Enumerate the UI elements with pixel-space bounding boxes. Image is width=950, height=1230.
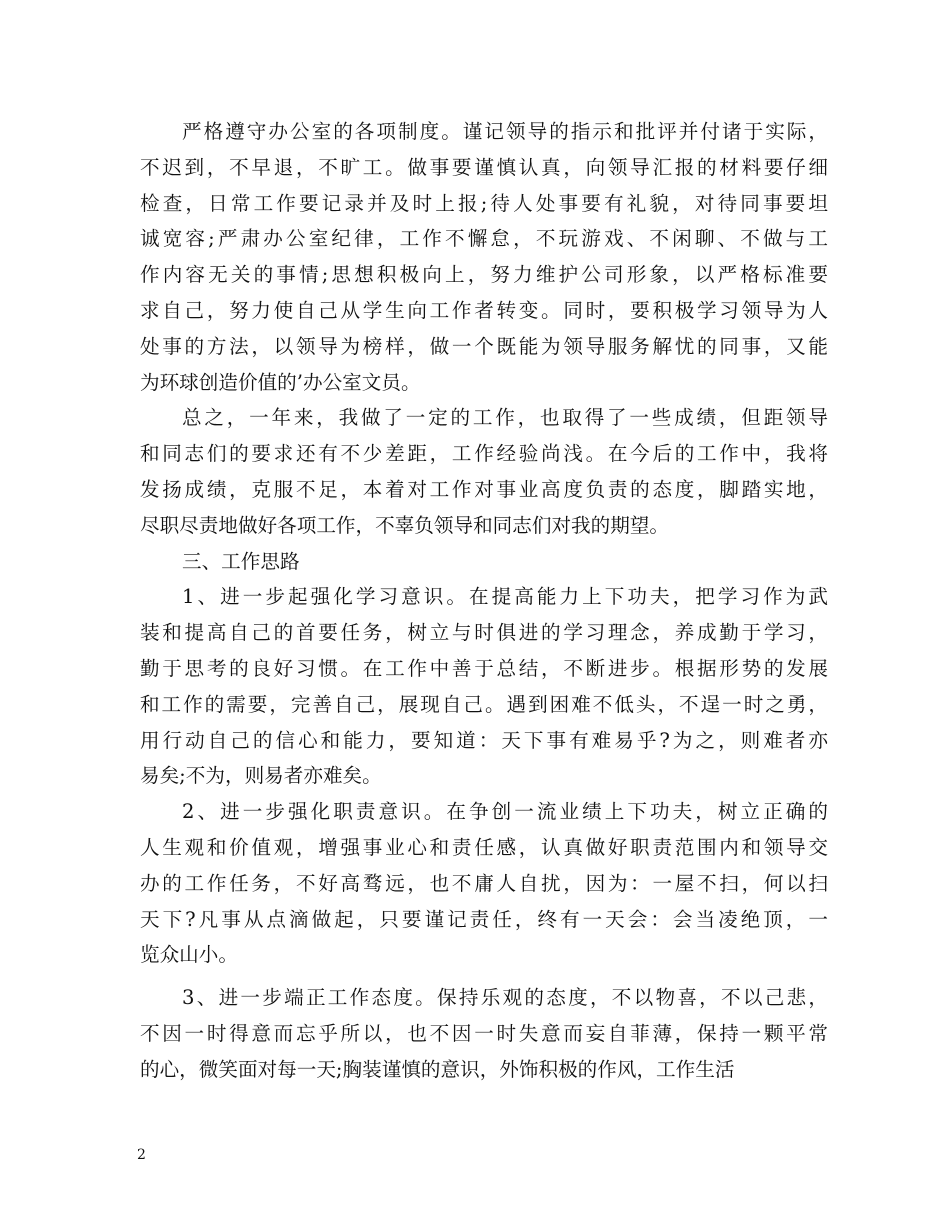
page-number: 2 [137,1147,146,1163]
text-line: 诚宽容;严肃办公室纪律，工作不懈怠，不玩游戏、不闲聊、不做与工 [140,227,828,251]
text-line: 发扬成绩，克服不足，本着对工作对事业高度负责的态度，脚踏实地， [140,477,828,501]
text-line: 为环球创造价值的’办公室文员。 [140,370,421,394]
document-body [140,114,828,1088]
text-line: 检查，日常工作要记录并及时上报;待人处事要有礼貌，对待同事要坦 [140,191,828,215]
paragraph-gap [140,973,828,980]
paragraph [140,980,828,1087]
text-line: 天下?凡事从点滴做起，只要谨记责任，终有一天会：会当凌绝顶，一 [140,907,828,931]
text-line: 1、进一步起强化学习意识。在提高能力上下功夫，把学习作为武 [182,585,828,609]
text-line: 易矣;不为，则易者亦难矣。 [140,764,382,788]
text-line: 装和提高自己的首要任务，树立与时俱进的学习理念，养成勤于学习， [140,621,828,645]
text-line: 3、进一步端正工作态度。保持乐观的态度，不以物喜，不以己悲， [182,986,828,1010]
text-line: 2、进一步强化职责意识。在争创一流业绩上下功夫，树立正确的 [182,800,828,824]
text-line: 总之，一年来，我做了一定的工作，也取得了一些成绩，但距领导 [182,406,828,430]
paragraph [140,400,828,543]
paragraph [140,114,828,400]
text-line: 处事的方法，以领导为榜样，做一个既能为领导服务解忧的同事，又能 [140,334,828,358]
text-line: 三、工作思路 [182,549,300,573]
text-line: 办的工作任务，不好高骛远，也不庸人自扰，因为：一屋不扫，何以扫 [140,871,828,895]
text-line: 的心，微笑面对每一天;胸装谨慎的意识，外饰积极的作风，工作生活 [140,1057,735,1081]
text-line: 尽职尽责地做好各项工作，不辜负领导和同志们对我的期望。 [140,513,670,537]
text-line: 人生观和价值观，增强事业心和责任感，认真做好职责范围内和领导交 [140,835,828,859]
text-line: 用行动自己的信心和能力，要知道：天下事有难易乎?为之，则难者亦 [140,728,828,752]
text-line: 求自己，努力使自己从学生向工作者转变。同时，要积极学习领导为人 [140,298,828,322]
text-line: 作内容无关的事情;思想积极向上，努力维护公司形象，以严格标准要 [140,263,828,287]
text-line: 严格遵守办公室的各项制度。谨记领导的指示和批评并付诸于实际， [182,120,828,143]
text-line: 不迟到，不早退，不旷工。做事要谨慎认真，向领导汇报的材料要仔细 [140,155,828,179]
text-line: 勤于思考的良好习惯。在工作中善于总结，不断进步。根据形势的发展 [140,656,828,680]
paragraph [140,544,828,580]
paragraph [140,794,828,973]
text-line: 览众山小。 [140,943,238,967]
text-line: 和同志们的要求还有不少差距，工作经验尚浅。在今后的工作中，我将 [140,442,828,466]
text-line: 不因一时得意而忘乎所以，也不因一时失意而妄自菲薄，保持一颗平常 [140,1021,828,1045]
paragraph [140,579,828,794]
text-line: 和工作的需要，完善自己，展现自己。遇到困难不低头，不逞一时之勇， [140,692,828,716]
